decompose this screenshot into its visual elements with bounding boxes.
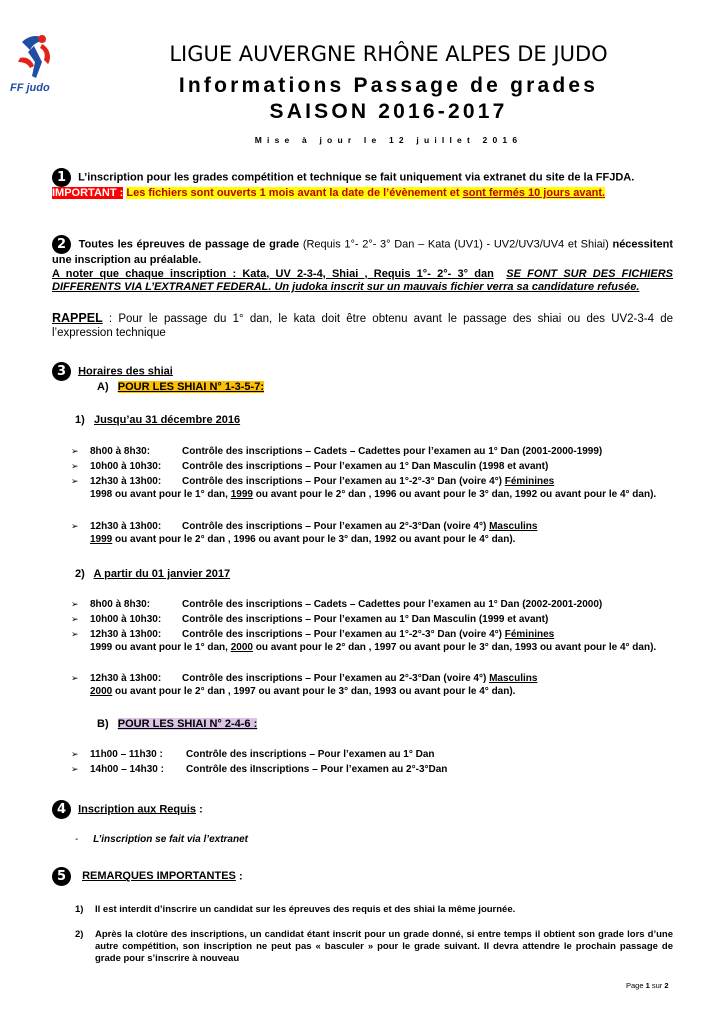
p2-title: A partir du 01 janvier 2017 — [93, 568, 231, 580]
s4-title: Inscription aux Requis — [78, 803, 197, 816]
remark-1 — [75, 904, 673, 915]
shiai-a-heading — [97, 381, 264, 393]
section-5-title — [52, 867, 243, 886]
warning-text-a: Les fichiers sont ouverts 1 mois avant la date de l’évènement et — [126, 187, 460, 199]
page-number: Page 1 sur 2 — [626, 981, 669, 990]
r2-label: 2) — [75, 929, 84, 940]
p2-label: 2) — [75, 568, 85, 580]
r2-text: Après la clotûre des inscriptions, un candidat étant inscrit pour un grade donné, si entre temps il obtient son grade lors d’une autre compétition, son inscription ne peut pas « basculer » pour le grade suivant. Il devra attendre le prochain passage de grade pour s’inscrire à nouveau — [95, 929, 673, 964]
b-label: B) — [97, 718, 109, 730]
page-title: Informations Passage de grades — [178, 74, 599, 97]
s4-dash: - — [75, 834, 79, 845]
rappel-label: RAPPEL — [52, 311, 103, 325]
list-item: ➢ 12h30 à 13h00: Contrôle des inscriptions – Pour l’examen au 1°-2°-3° Dan (voire 4°) Féminines 1998 ou avant pour le 1° dan, 1999 ou avant pour le 2° dan , 1996 ou avant pour le 3° dan, 1992 ou avant pour le 4° dan). — [71, 476, 657, 500]
shiai-b-heading — [97, 718, 257, 730]
list-item: ➢ 14h00 – 14h30 : Contrôle des iInscriptions – Pour l’examen au 2°-3°Dan — [71, 764, 448, 775]
section-2 — [52, 235, 673, 295]
logo-text: FF judo — [10, 82, 50, 94]
s5-title: REMARQUES IMPORTANTES — [82, 870, 236, 883]
s5-colon: : — [238, 870, 243, 883]
a-label: A) — [97, 381, 109, 393]
number-2-icon: 2 — [52, 235, 71, 254]
r1-text: Il est interdit d’inscrire un candidat sur les épreuves des requis et des shiai la même journée. — [95, 904, 516, 915]
list-item: ➢ 8h00 à 8h30: Contrôle des inscriptions – Cadets – Cadettes pour l’examen au 1° Dan (2002-2001-2000) — [71, 599, 603, 610]
list-item: ➢ 10h00 à 10h30: Contrôle des inscriptions – Pour l’examen au 1° Dan Masculin (1999 et avant) — [71, 614, 549, 625]
s2-paren: (Requis 1°- 2°- 3° Dan – Kata (UV1) - UV2/UV3/UV4 et Shiai) — [302, 238, 609, 251]
r1-label: 1) — [75, 904, 84, 915]
list-item: ➢ 12h30 à 13h00: Contrôle des inscriptions – Pour l’examen au 1°-2°-3° Dan (voire 4°) Féminines 1999 ou avant pour le 1° dan, 2000 ou avant pour le 2° dan , 1997 ou avant pour le 3° dan, 1993 ou avant pour le 4° dan). — [71, 629, 657, 653]
list-item: ➢ 10h00 à 10h30: Contrôle des inscriptions – Pour l’examen au 1° Dan Masculin (1998 et avant) — [71, 461, 549, 472]
season-title: SAISON 2016-2017 — [269, 100, 508, 123]
rappel-text: : Pour le passage du 1° dan, le kata doit être obtenu avant le passage des shiai ou des UV2-3-4 de l’expression technique — [52, 313, 674, 339]
number-3-icon: 3 — [52, 362, 71, 381]
list-item: ➢ 8h00 à 8h30: Contrôle des inscriptions – Cadets – Cadettes pour l’examen au 1° Dan (2001-2000-1999) — [71, 446, 603, 457]
number-5-icon: 5 — [52, 867, 71, 886]
number-4-icon: 4 — [52, 800, 71, 819]
p1-label: 1) — [75, 414, 85, 426]
s4-item — [75, 834, 248, 845]
s3-title: Horaires des shiai — [78, 365, 173, 378]
important-label: IMPORTANT : — [52, 187, 124, 199]
s2-lead: Toutes les épreuves de passage de grade — [78, 238, 300, 251]
a-title: POUR LES SHIAI N° 1-3-5-7: — [117, 381, 264, 393]
section-3-title — [52, 362, 173, 381]
list-item: ➢ 12h30 à 13h00: Contrôle des inscriptions – Pour l’examen au 2°-3°Dan (voire 4°) Masculins 2000 ou avant pour le 2° dan , 1997 ou avant pour le 3° dan, 1993 ou avant pour le 4° dan). — [71, 673, 538, 697]
update-date: Mise à jour le 12 juillet 2016 — [254, 135, 523, 145]
b-title: POUR LES SHIAI N° 2-4-6 : — [117, 718, 258, 730]
p1-title: Jusqu’au 31 décembre 2016 — [93, 414, 241, 426]
s4-item-text: L’inscription se fait via l’extranet — [93, 834, 248, 845]
number-1-icon: 1 — [52, 168, 71, 187]
s2-note-label: A noter que chaque inscription : Kata, UV 2-3-4, Shiai , Requis 1°- 2°- 3° dan — [52, 267, 494, 280]
section-1 — [52, 168, 673, 201]
list-item: ➢ 12h30 à 13h00: Contrôle des inscriptions – Pour l’examen au 2°-3°Dan (voire 4°) Masculins 1999 ou avant pour le 2° dan , 1996 ou avant pour le 3° dan, 1992 ou avant pour le 4° dan). — [71, 521, 538, 545]
s4-colon: : — [199, 803, 203, 816]
remark-2 — [75, 929, 673, 965]
period-2-heading — [75, 568, 230, 580]
period-1-heading — [75, 414, 240, 426]
section-4-title — [52, 800, 203, 819]
s2-tail: nécessitent une inscription au préalable. — [52, 238, 673, 266]
rappel — [52, 311, 673, 340]
s2-note-italic: SE FONT SUR DES FICHIERS DIFFERENTS VIA L’EXTRANET FEDERAL. Un judoka inscrit sur un mauvais fichier verra sa candidature refusée. — [52, 267, 673, 293]
warning-text-b: sont fermés 10 jours avant. — [462, 187, 606, 199]
list-item: ➢ 11h00 – 11h30 : Contrôle des inscriptions – Pour l’examen au 1° Dan — [71, 749, 435, 760]
s1-text: L’inscription pour les grades compétition et technique se fait uniquement via extranet du site de la FFJDA. — [78, 171, 635, 184]
league-title: LIGUE AUVERGNE RHÔNE ALPES DE JUDO — [169, 42, 608, 66]
